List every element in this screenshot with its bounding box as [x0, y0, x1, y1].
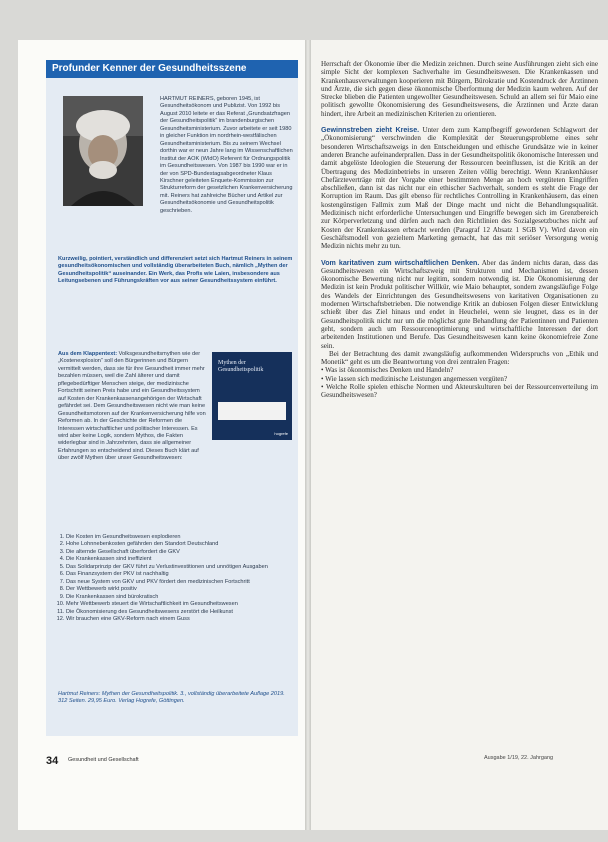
question-list	[321, 366, 598, 399]
book-intro	[58, 256, 294, 286]
left-footer	[46, 755, 302, 767]
book-citation-block	[58, 691, 294, 706]
book-cover-title: Mythen der Gesundheitspolitik	[218, 360, 264, 373]
author-portrait	[63, 96, 143, 206]
page-number: 34	[46, 755, 59, 767]
book-citation: Hartmut Reiners: Mythen der Gesundheitspolitik. 3., vollständig überarbeitete Auflage 2019. 312 Seiten. 29,95 Euro. Verlag Hogrefe, Göttingen.	[58, 691, 285, 705]
box-title: Profunder Kenner der Gesundheitsszene	[46, 60, 298, 78]
article-column	[321, 60, 598, 400]
article-subheading-2: Vom karitativen zum wirtschaftlichen Denken.	[321, 258, 480, 267]
right-running-head: Ausgabe 1/19, 22. Jahrgang	[484, 755, 554, 761]
article-paragraph-3: Aber das ändern nichts daran, dass das Gesundheitswesen ein Wirtschaftszweig mit Strukturen und Mechanismen ist, dessen ökonomische Bewertung nicht nur legitim, sondern notwendig ist. Die Ökonomisierung der Medizin ist kein Produkt politischer Willkür, wie Maio behauptet, sondern zwangsläufige Folge des Wandels der Einrichtungen des Gesundheitswesens von karitativen Organisationen zu modernen Wirtschaftsbetrieben. Die notwendige Kritik an dubiosen Folgen dieser Entwicklung schießt über das Ziel hinaus und endet in Heuchelei, wenn sie leugnet, dass es in der Gesundheitspolitik nicht nur um die möglichst gute Behandlung der Patientinnen und Patienten geht, sondern auch um Ressourcenoptimierung und wirtschaftliche Interessen der dort arbeitenden Institutionen und Berufe. Das Gesundheitswesen kann keine ökonomiefreie Zone sein.	[321, 258, 598, 350]
question-item: • Wie lassen sich medizinische Leistungen angemessen vergüten?	[321, 375, 598, 383]
myths-list-block	[58, 534, 294, 623]
myth-item: 7. Das neue System von GKV und PKV fördert den medizinischen Fortschritt	[66, 579, 294, 586]
book-intro-text: Kurzweilig, pointiert, verständlich und differenziert setzt sich Hartmut Reiners in seinem gesundheitsökonomischen und vollständig überarbeiteten Buch, nämlich „Mythen der Gesundheitspolitik“ auseinander. Ein Werk, das Profis wie Laien, insbesondere aus Leitungsebenen und Führungskräften vor aus seiner Gesundheitssystem einführt.	[58, 256, 293, 285]
author-bio-top	[160, 96, 294, 214]
question-item: • Welche Rolle spielen ethische Normen und Akteurskulturen bei der Ressourcenverteilung im Gesundheitswesen?	[321, 383, 598, 400]
myth-item: 12. Wir brauchen eine GKV-Reform nach einem Guss	[66, 616, 294, 623]
myth-item: 11. Die Ökonomisierung des Gesundheitswesens zerstört die Heilkunst	[66, 609, 294, 616]
myth-item: 9. Die Krankenkassen sind bürokratisch	[66, 594, 294, 601]
myth-item: 5. Das Solidarprinzip der GKV führt zu Verlustinvestitionen und unnötigen Ausgaben	[66, 564, 294, 571]
article-paragraph-2: Unter dem zum Kampfbegriff gewordenen Schlagwort der „Ökonomisierung“ verschwinden die Komplexität der Steuerungsprobleme eines sehr besonderen Wirtschaftszweigs in den Entscheidungen und ethische Grundsätze wie in keiner anderen Branche aufeinanderprallen. Dass in der Gesundheitspolitik ökonomische Interessen und damit abgelöste Ideologien die Steuerung der Ressourcen beeinflussen, ist die Kritik an der Übertragung des Medizinbetriebs in unseren Zeiten völlig berechtigt. Wenn Krankenhäuser Chefärzteverträge mit der Vorgabe einer bestimmten Menge an hoch vergüteten Eingriffen abschließen, dann ist das nicht nur ein ethischer Sachverhalt, sondern es steht die Frage der Korruption im Raum. Das gilt ebenso für rechtliches Controlling in Krankenhäusern, das einen kostengünstigen Fallmix zum Maß der Dinge macht und nicht die Behandlungsqualität. Medizinisch nicht erforderliche Untersuchungen und Eingriffe bewegen sich im Grenzbereich zur Körperverletzung und dürfen auch nach den Richtlinien des Sozialgesetzbuches nicht auf Kosten der Krankenkassen erbracht werden (Paragraf 12 Absatz 1 SGB V). Wird davon ein Geschäftsmodell von gezieltem Marketing gemacht, hat das mit seriöser Versorgung wenig Medizin nichts mehr zu tun.	[321, 126, 598, 251]
article-paragraph-1: Herrschaft der Ökonomie über die Medizin zeichnen. Durch seine Ausführungen zieht sich eine simple Sicht der komplexen Sachverhalte im Gesundheitswesen. Die Krankenkassen und Krankenhausverwaltungen kooperieren mit Bürgern, Bürokratie und Kostendruck der Ärztinnen und Ärzte, die sich gegen diese ökonomische Überformung der Medizin kaum wehren. Auf der Strecke blieben die Patienten ungewollter Gesundheitswesen. Schuld an allem sei für Maio eine politisch gewollte Ökonomisierung des Gesundheitswesens, die Ärztinnen und Ärzte daran hindert, ihre Arbeit an medizinischen Kriterien zu orientieren.	[321, 60, 598, 118]
klappentext-block	[58, 351, 206, 463]
myth-item: 6. Das Finanzsystem der PKV ist nachhaltig	[66, 571, 294, 578]
running-head: Gesundheit und Gesellschaft	[68, 757, 139, 763]
myth-item: 4. Die Krankenkassen sind ineffizient	[66, 556, 294, 563]
article-subheading-1: Gewinnstreben zieht Kreise.	[321, 126, 420, 135]
article-paragraph-4: Bei der Betrachtung des damit zwangsläufig aufkommenden Widerspruchs von „Ethik und Monetik“ geht es um die Beantwortung von drei zentralen Fragen:	[321, 349, 598, 367]
book-cover-publisher: hogrefe	[274, 431, 288, 436]
myth-item: 3. Die alternde Gesellschaft überfordert die GKV	[66, 549, 294, 556]
myth-item: 2. Hohe Lohnnebenkosten gefährden den Standort Deutschland	[66, 541, 294, 548]
author-bio: HARTMUT REINERS, geboren 1945, ist Gesundheitsökonom und Publizist. Von 1992 bis August 2010 leitete er das Referat „Grundsatzfragen der Gesundheitspolitik“ im brandenburgischen Gesundheitsministerium. Zuvor arbeitete er seit 1980 in gleicher Funktion im nordrhein-westfälischen Gesundheitsministerium. Bis zu seinem Wechsel dorthin war er neun Jahre lang im Wissenschaftlichen Institut der AOK (WIdO) Referent für Ordnungspolitik im Gesundheitswesen. Von 1987 bis 1990 war er in der von SPD-Bundestagsabgeordneter Klaus Kirschner geleiteten Enquete-Kommission zur Strukturreform der gesetzlichen Krankenversicherung mit. Reiners hat zahlreiche Bücher und Artikel zur Gesundheitsökonomie und Gesundheitspolitik geschrieben.	[160, 96, 293, 214]
page-spine	[305, 40, 311, 830]
question-item: • Was ist ökonomisches Denken und Handeln?	[321, 366, 598, 374]
myth-item: 1. Die Kosten im Gesundheitswesen explodieren	[66, 534, 294, 541]
klappentext-heading: Aus dem Klappentext:	[58, 351, 118, 357]
myths-list	[58, 534, 294, 623]
book-cover-band	[218, 402, 286, 420]
book-cover	[212, 352, 292, 440]
klappentext-body: Volksgesundheitsmythen wie der „Kostenexplosion“ soll den Bürgerinnen und Bürgern vermittelt werden, dass sie für ihre Gesundheit immer mehr bezahlen müssen, weil die Zahl älterer und damit pflegebedürftiger Menschen steige, der medizinische Fortschritt seinen Preis habe und ein Gesundheitssystem auf Kosten der Krankenkassenangehörigen der Wirtschaft gefährdet sei. Dem Gesundheitswesen nicht wie man keine Gesundheitsmotoren auf der Krankenversicherung hilfe von Reformen ab. In der Geschichte der Reformen die Interessen wirtschaftlicher und politischer Interessen. Es wird aber keine Logik, sondern Mythos, die Fakten widerlegbar sind in Jahrzehnten, dass sie allgemeiner Erfahrungen so entscheidend sind. Dieses Buch klärt auf über zwölf Mythen über unser Gesundheitswesen:	[58, 351, 206, 462]
portrait-image	[63, 96, 143, 206]
myth-item: 8. Der Wettbewerb wirkt positiv	[66, 586, 294, 593]
myth-item: 10. Mehr Wettbewerb steuert die Wirtschaftlichkeit im Gesundheitswesen	[66, 601, 294, 608]
